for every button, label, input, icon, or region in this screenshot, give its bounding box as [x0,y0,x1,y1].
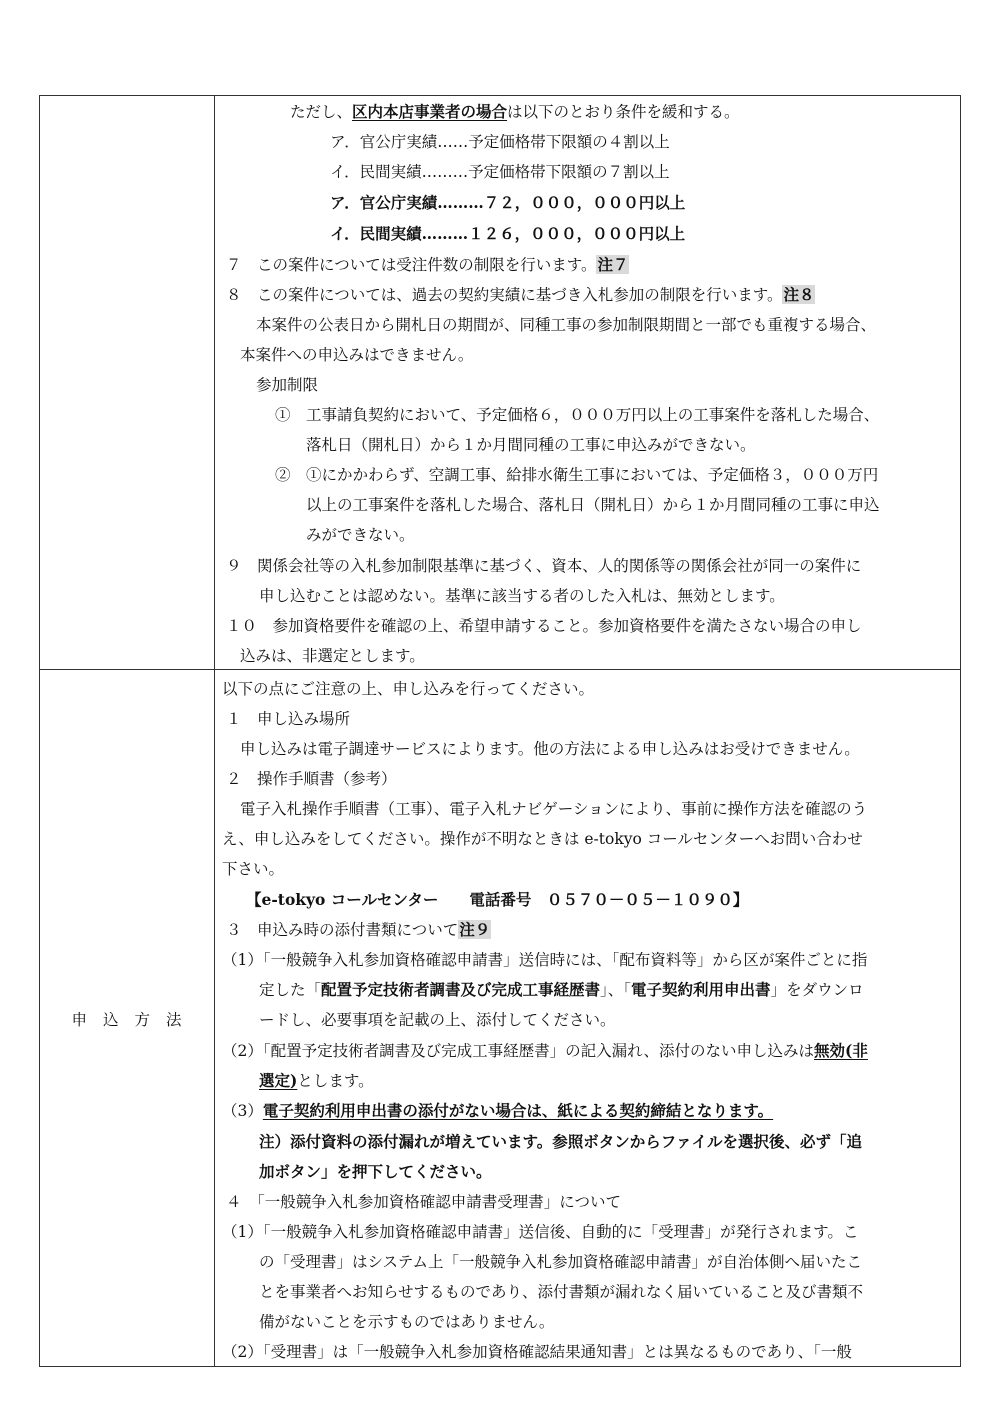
text-segment: 【e-tokyo コールセンター 電話番号 ０５７０－０５－１０９０】 [246,890,749,909]
text-segment: １０ 参加資格要件を確認の上、希望申請すること。参加資格要件を満たさない場合の申し [226,617,862,635]
text-segment: ① 工事請負契約において、予定価格６，０００万円以上の工事案件を落札した場合、 [275,406,880,424]
text-segment: ただし、 [290,103,353,121]
text-segment: （1）「一般競争入札参加資格確認申請書」送信時には、「配布資料等」から区が案件ごとに指 [222,951,868,969]
text-line [226,255,629,275]
text-line [226,556,861,576]
text-line [275,465,878,485]
text-segment: ４ 「一般競争入札参加資格確認申請書受理書」について [226,1193,621,1211]
text-line [330,162,670,182]
text-line [226,616,862,636]
text-segment: 電子契約利用申出書の添付がない場合は、紙による契約締結となります。 [262,1101,774,1120]
text-segment: みができない。 [306,526,415,544]
text-line [222,1222,858,1242]
text-segment: え、申し込みをしてください。操作が不明なときは e-tokyo コールセンターへお問い合わせ [222,830,863,848]
text-segment: 以下の点にご注意の上、申し込みを行ってください。 [222,680,595,698]
text-line [330,193,685,213]
text-segment: イ．民間実績………１２６，０００，０００円以上 [330,224,686,243]
text-segment: 申し込みは電子調達サービスによります。他の方法による申し込みはお受けできません。 [240,740,860,758]
text-segment: 注）添付資料の添付漏れが増えています。参照ボタンからファイルを選択後、必ず「追 [259,1132,862,1151]
text-segment: 」をダウンロ [770,981,864,999]
text-segment: （1）「一般競争入札参加資格確認申請書」送信後、自動的に「受理書」が発行されます。こ [222,1223,859,1241]
text-line [259,980,864,1000]
text-segment: 電子契約利用申出書 [631,980,771,999]
text-segment: とを事業者へお知らせするものであり、添付書類が漏れなく届いていること及び書類不 [259,1283,864,1301]
text-segment: ９ 関係会社等の入札参加制限基準に基づく、資本、人的関係等の関係会社が同一の案件に [226,557,862,575]
text-line [259,1312,554,1332]
text-line [240,739,860,759]
text-segment: ア．官公庁実績……予定価格帯下限額の４割以上 [330,133,670,151]
text-line [222,950,867,970]
text-line [226,920,491,940]
text-segment: 本案件への申込みはできません。 [240,346,474,364]
text-segment: 備がないことを示すものではありません。 [259,1313,555,1331]
row-label-application-method [39,670,214,1367]
note-marker: 注７ [597,255,629,274]
text-line [222,1101,773,1121]
text-segment: 落札日（開札日）から１か月間同種の工事に申込みができない。 [306,436,756,454]
text-line [259,1162,492,1182]
text-segment: 無効(非 [814,1041,868,1060]
text-line [222,829,863,849]
text-line [246,890,748,910]
text-segment: ８ この案件については、過去の契約実績に基づき入札参加の制限を行います。 [226,286,783,304]
text-line [222,1041,868,1061]
text-segment: ア．官公庁実績………７２，０００，０００円以上 [330,193,686,212]
text-segment: （2）「受理書」は「一般競争入札参加資格確認結果通知書」とは異なるものであり、「一般 [222,1343,852,1361]
text-line [275,405,879,425]
text-line [222,1342,852,1362]
text-line [256,375,318,395]
text-line [290,102,740,122]
text-segment: （3） [222,1102,263,1120]
text-line [306,525,415,545]
text-line [256,315,876,335]
text-line [226,709,350,729]
text-segment: ② ①にかかわらず、空調工事、給排水衛生工事においては、予定価格３，０００万円 [275,466,879,484]
text-segment: 電子入札操作手順書（工事）、電子入札ナビゲーションにより、事前に操作方法を確認のう [240,800,868,818]
text-line [240,646,425,666]
text-line [306,435,756,455]
text-segment: 下さい。 [222,860,285,878]
text-segment: ２ 操作手順書（参考） [226,770,397,788]
text-segment: ７ この案件については受注件数の制限を行います。 [226,256,597,274]
text-segment: 選定) [259,1071,298,1090]
note-marker: 注８ [783,285,815,304]
text-line [222,679,594,699]
text-segment: （2）「配置予定技術者調書及び完成工事経歴書」の記入漏れ、添付のない申し込みは [222,1042,815,1060]
text-line [259,1132,862,1152]
text-segment: 定した「 [259,981,322,999]
note-marker: 注９ [459,920,491,939]
text-segment: 以上の工事案件を落札した場合、落札日（開札日）から１か月間同種の工事に申込 [306,496,880,514]
column-divider [214,95,215,1367]
text-segment: 区内本店事業者の場合 [352,102,508,121]
text-segment: の「受理書」はシステム上「一般競争入札参加資格確認申請書」が自治体側へ届いたこ [259,1253,862,1271]
text-segment: 配置予定技術者調書及び完成工事経歴書 [321,980,601,999]
text-line [330,224,685,244]
text-line [222,859,284,879]
text-segment: １ 申し込み場所 [226,710,351,728]
text-segment: ３ 申込み時の添付書類について [226,921,459,939]
text-line [226,285,815,305]
text-line [259,1010,616,1030]
text-segment: イ．民間実績………予定価格帯下限額の７割以上 [330,163,670,181]
application-method-label: 申込方法 [71,1010,198,1029]
text-line [259,1282,863,1302]
text-segment: 申し込むことは認めない。基準に該当する者のした入札は、無効とします。 [259,587,785,605]
text-line [226,769,397,789]
text-line [226,1192,621,1212]
text-line [330,132,670,152]
text-segment: 」、「 [600,981,632,999]
text-segment: は以下のとおり条件を緩和する。 [507,103,740,121]
text-segment: とします。 [297,1072,374,1090]
text-line [259,1252,862,1272]
text-segment: 参加制限 [256,376,319,394]
text-segment: 加ボタン」を押下してください。 [259,1162,492,1181]
text-line [259,1071,374,1091]
text-segment: 本案件の公表日から開札日の期間が、同種工事の参加制限期間と一部でも重複する場合、 [256,316,877,334]
text-line [259,586,785,606]
text-line [240,799,867,819]
text-segment: ードし、必要事項を記載の上、添付してください。 [259,1011,616,1029]
text-line [240,345,473,365]
text-segment: 込みは、非選定とします。 [240,647,425,665]
text-line [306,495,880,515]
